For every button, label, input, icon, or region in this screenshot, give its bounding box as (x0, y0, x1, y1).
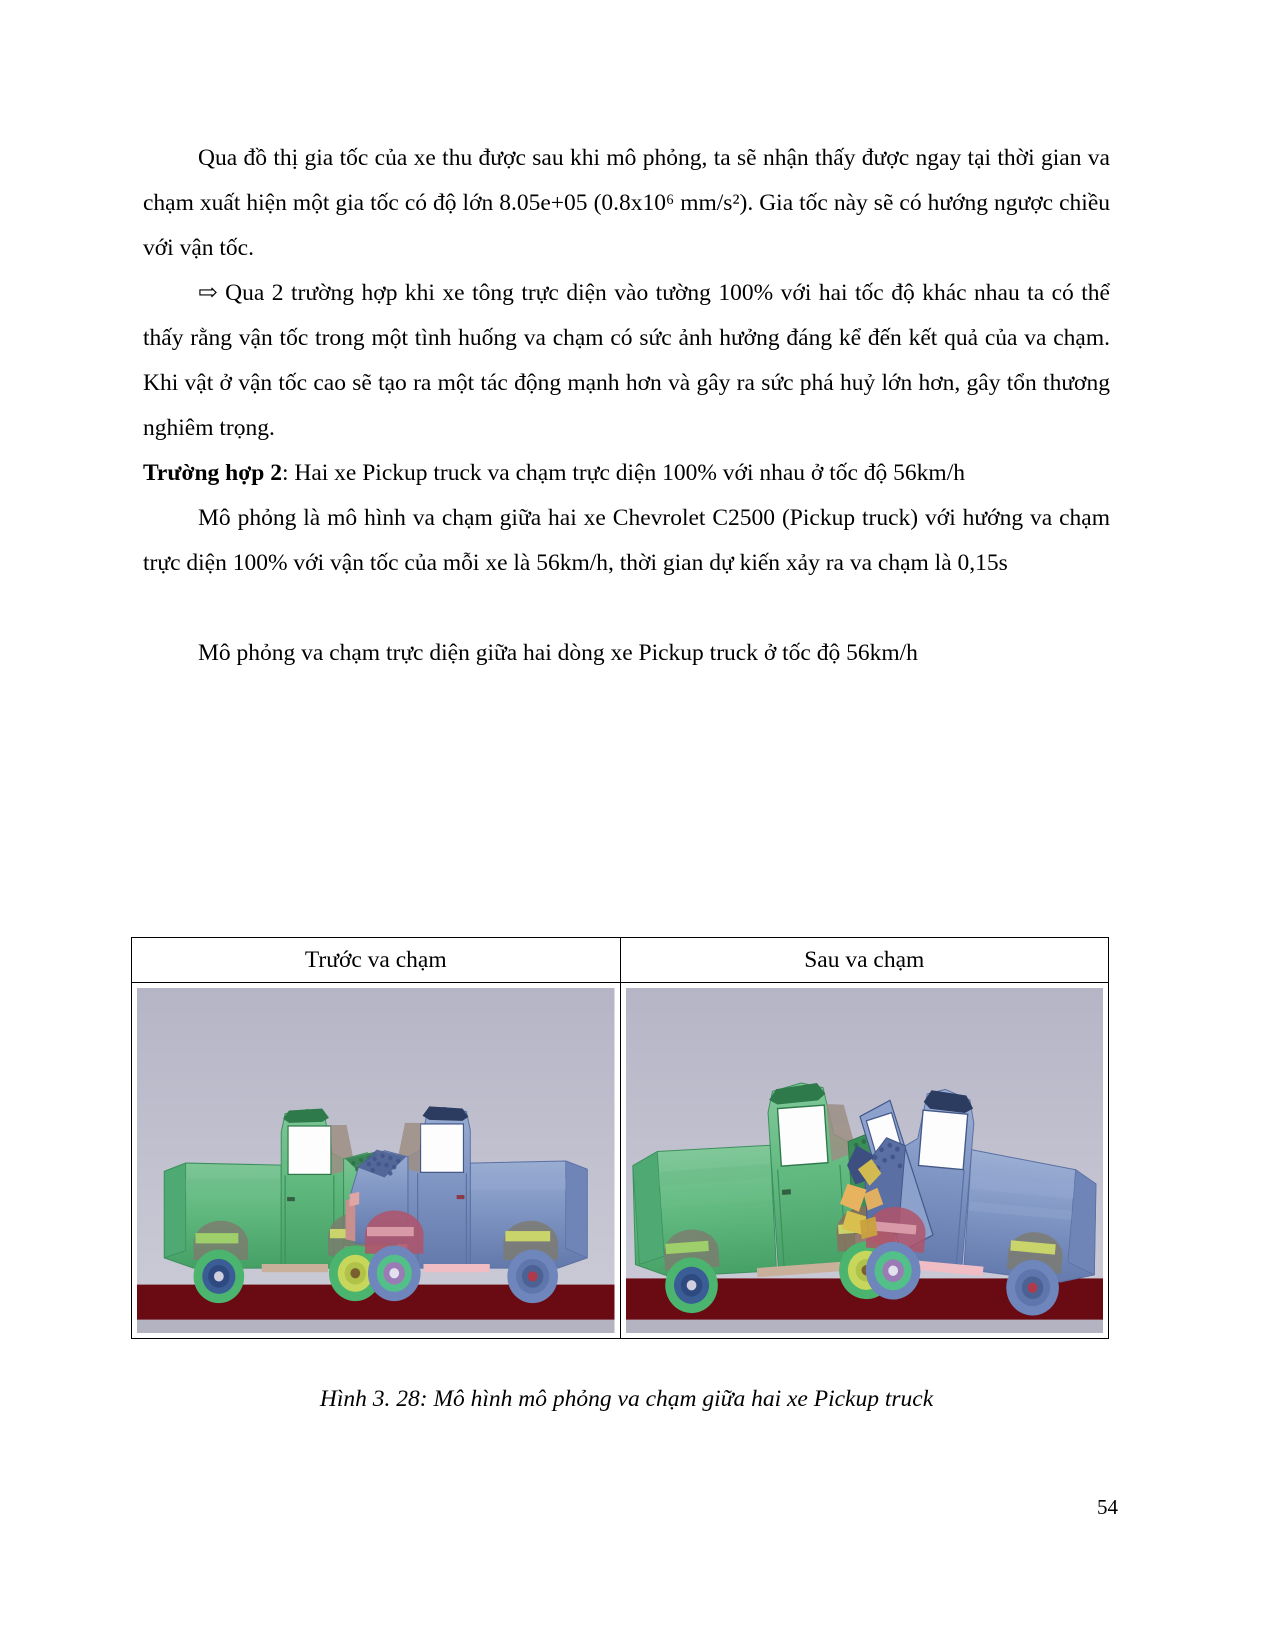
figure-header-before: Trước va chạm (132, 938, 621, 983)
page-number: 54 (1097, 1495, 1118, 1519)
paragraph-acceleration: Qua đồ thị gia tốc của xe thu được sau khi mô phỏng, ta sẽ nhận thấy được ngay tại thời gian va chạm xuất hiện một gia tốc có độ lớn 8.05e+05 (0.8x10⁶ mm/s²). Gia tốc này sẽ có hướng ngược chiều với vận tốc. (143, 145, 1110, 261)
case-heading-rest: : Hai xe Pickup truck va chạm trực diện 100% với nhau ở tốc độ 56km/h (281, 460, 965, 486)
paragraph-simulation-title: Mô phỏng va chạm trực diện giữa hai dòng xe Pickup truck ở tốc độ 56km/h (198, 640, 918, 666)
figure-caption: Hình 3. 28: Mô hình mô phỏng va chạm giữa hai xe Pickup truck (319, 1386, 934, 1412)
figure-header-row (132, 938, 1109, 983)
figure-cell-before (132, 983, 621, 1339)
paragraph-simulation-description: Mô phỏng là mô hình va chạm giữa hai xe Chevrolet C2500 (Pickup truck) với hướng va chạm trực diện 100% với vận tốc của mỗi xe là 56km/h, thời gian dự kiến xảy ra va chạm là 0,15s (143, 505, 1110, 576)
after-collision-image (626, 988, 1104, 1333)
paragraph-conclusion: ⇨ Qua 2 trường hợp khi xe tông trực diện vào tường 100% với hai tốc độ khác nhau ta có thể thấy rằng vận tốc trong một tình huống va chạm có sức ảnh hưởng đáng kể đến kết quả của va chạm. Khi vật ở vận tốc cao sẽ tạo ra một tác động mạnh hơn và gây ra sức phá huỷ lớn hơn, gây tổn thương nghiêm trọng. (143, 280, 1110, 441)
before-collision-image (137, 988, 615, 1333)
figure-header-after: Sau va chạm (620, 938, 1109, 983)
case-heading-line (143, 451, 1110, 496)
figure-table (131, 937, 1109, 1339)
case-heading-label: Trường hợp 2 (143, 460, 282, 486)
figure-cell-after (620, 983, 1109, 1339)
figure-image-row (132, 983, 1109, 1339)
